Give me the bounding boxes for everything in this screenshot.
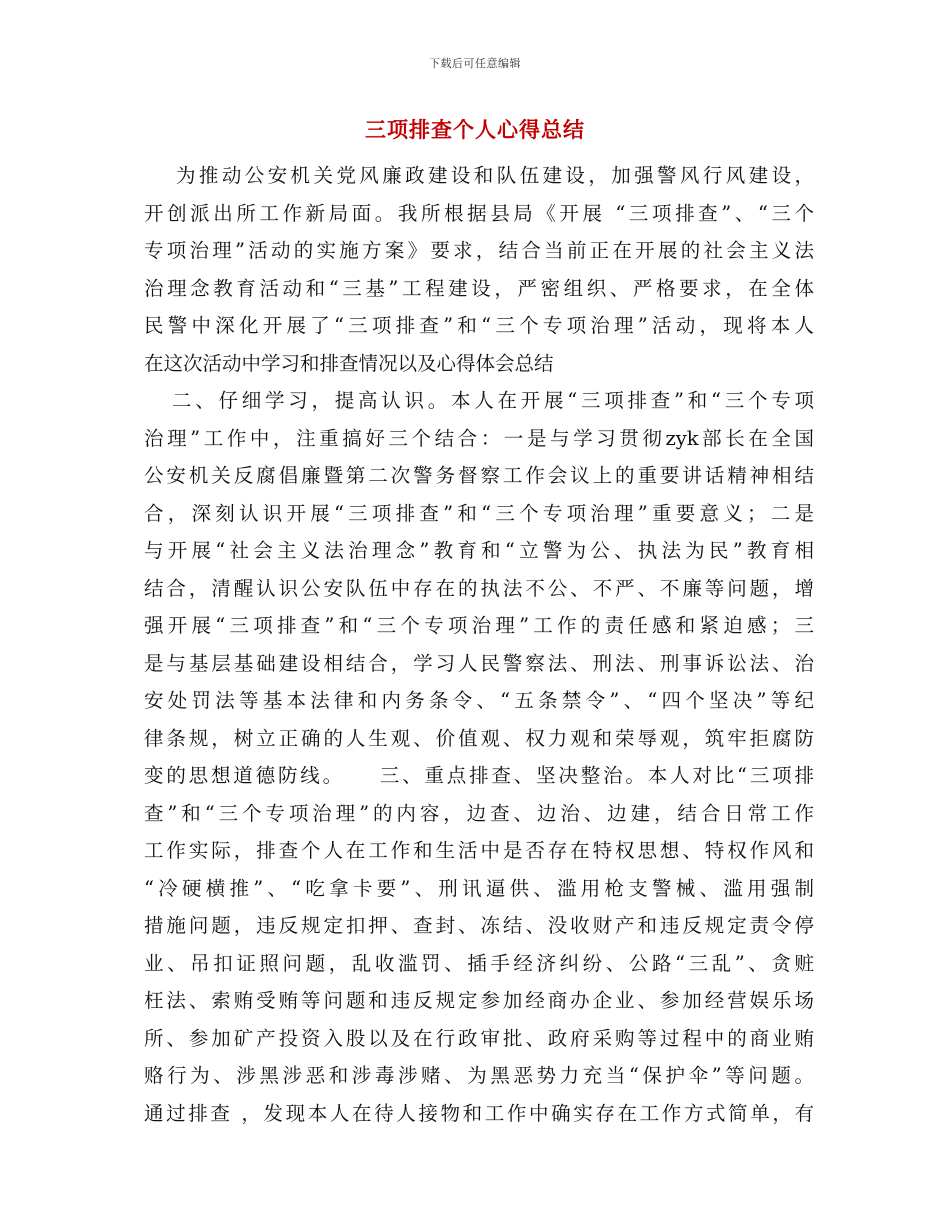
- text-line: 枉法、索贿受贿等问题和违反规定参加经商办企业、参加经营娱乐场: [144, 989, 814, 1012]
- text-line: 为推动公安机关党风廉政建设和队伍建设，加强警风行风建设，: [176, 164, 814, 187]
- text-line: 变的思想道德防线。 三、重点排查、坚决整治。本人对比“三项排: [144, 764, 814, 787]
- text-line: 公安机关反腐倡廉暨第二次警务督察工作会议上的重要讲话精神相结: [144, 464, 814, 487]
- text-line: 安处罚法等基本法律和内务条令、“五条禁令”、“四个坚决”等纪: [144, 689, 814, 712]
- text-line: 开创派出所工作新局面。我所根据县局《开展 “三项排查”、“三个: [144, 201, 814, 225]
- text-line: 措施问题，违反规定扣押、查封、冻结、没收财产和违反规定责令停: [144, 914, 814, 937]
- text-line: 律条规，树立正确的人生观、价值观、权力观和荣辱观，筑牢拒腐防: [144, 726, 814, 750]
- header-note: 下载后可任意编辑: [429, 57, 521, 70]
- text-line: 民警中深化开展了“三项排查”和“三个专项治理”活动，现将本人: [144, 314, 814, 337]
- text-line: 专项治理”活动的实施方案》要求，结合当前正在开展的社会主义法: [144, 239, 814, 262]
- body-text: [144, 157, 814, 1132]
- text-line: 工作实际，排查个人在工作和生活中是否存在特权思想、特权作风和: [144, 839, 814, 862]
- text-line: 强开展“三项排查”和“三个专项治理”工作的责任感和紧迫感；三: [144, 614, 814, 637]
- text-line: 所、参加矿产投资入股以及在行政审批、政府采购等过程中的商业贿: [144, 1026, 814, 1050]
- text-line: 业、吊扣证照问题，乱收滥罚、插手经济纠纷、公路“三乱”、贪赃: [144, 951, 814, 975]
- text-line: 查”和“三个专项治理”的内容，边查、边治、边建，结合日常工作: [144, 801, 814, 825]
- text-line: 二、仔细学习，提高认识。本人在开展“三项排查”和“三个专项: [172, 389, 814, 412]
- text-line: 通过排查 ，发现本人在待人接物和工作中确实存在工作方式简单，有: [144, 1101, 814, 1125]
- document-title: 三项排查个人心得总结: [365, 117, 585, 142]
- text-line: 是与基层基础建设相结合，学习人民警察法、刑法、刑事诉讼法、治: [144, 651, 814, 675]
- text-line: “冷硬横推”、“吃拿卡要”、刑讯逼供、滥用枪支警械、滥用强制: [144, 876, 814, 900]
- text-line: 结合，清醒认识公安队伍中存在的执法不公、不严、不廉等问题，增: [144, 576, 814, 600]
- text-line: 赂行为、涉黑涉恶和涉毒涉赌、为黑恶势力充当“保护伞”等问题。: [144, 1064, 814, 1087]
- text-line: 在这次活动中学习和排查情况以及心得体会总结: [144, 351, 554, 375]
- text-line: 与开展“社会主义法治理念”教育和“立警为公、执法为民”教育相: [144, 539, 814, 562]
- text-line: 治理”工作中，注重搞好三个结合：一是与学习贯彻zyk部长在全国: [144, 426, 814, 450]
- text-line: 合，深刻认识开展“三项排查”和“三个专项治理”重要意义；二是: [144, 501, 814, 525]
- text-line: 治理念教育活动和“三基”工程建设，严密组织、严格要求，在全体: [144, 276, 814, 300]
